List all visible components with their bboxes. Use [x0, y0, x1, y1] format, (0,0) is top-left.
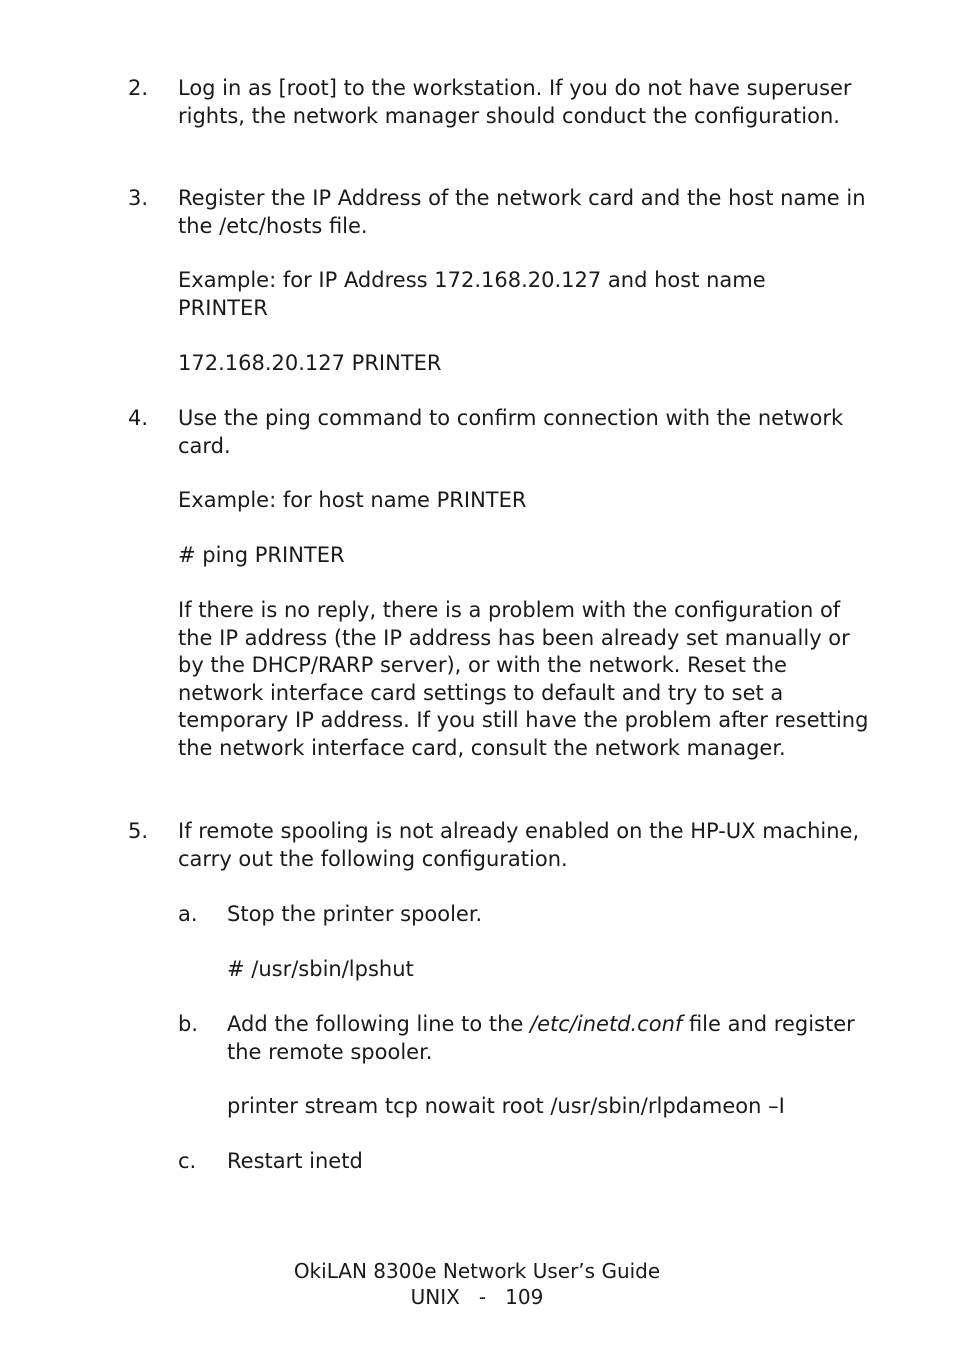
step-text: Register the IP Address of the network card and the host name in the /etc/hosts file. [178, 186, 866, 238]
substep-letter: b. [178, 1012, 199, 1036]
footer-title: OkiLAN 8300e Network User’s Guide [293, 1259, 661, 1283]
step-number: 3. [128, 186, 149, 210]
substep-letter: a. [178, 902, 198, 926]
substep-text: Restart inetd [227, 1149, 363, 1173]
step-number: 4. [128, 406, 149, 430]
substep-code: printer stream tcp nowait root /usr/sbin/rlpdameon –I [227, 1094, 785, 1118]
step-text: Log in as [root] to the workstation. If you do not have superuser rights, the network manager should conduct the configuration. [178, 76, 852, 128]
step-example: Example: for host name PRINTER [178, 488, 527, 512]
step-code: 172.168.20.127 PRINTER [178, 351, 442, 375]
step-text: If remote spooling is not already enabled on the HP-UX machine, carry out the following configuration. [178, 819, 860, 871]
file-path: /etc/inetd.conf [530, 1012, 683, 1036]
substep-code: # /usr/sbin/lpshut [227, 957, 414, 981]
substep-letter: c. [178, 1149, 197, 1173]
substep-text-before: Add the following line to the [227, 1012, 531, 1036]
step-number: 5. [128, 819, 149, 843]
substep-text [227, 1011, 877, 1066]
step-number: 2. [128, 76, 149, 100]
step-note: If there is no reply, there is a problem with the configuration of the IP address (the IP address has been already set manually or by the DHCP/RARP server), or with the network. Reset the network interface card settings to default and try to set a temporary IP address. If you still have the problem after resetting the network interface card, consult the network manager. [178, 598, 869, 760]
step-text: Use the ping command to confirm connection with the network card. [178, 406, 844, 458]
step-code: # ping PRINTER [178, 543, 345, 567]
footer-page-number: UNIX - 109 [410, 1285, 544, 1309]
substep-text: Stop the printer spooler. [227, 902, 483, 926]
substep-text-after: file and register the remote spooler. [227, 1012, 855, 1064]
step-example: Example: for IP Address 172.168.20.127 and host name PRINTER [178, 268, 766, 320]
